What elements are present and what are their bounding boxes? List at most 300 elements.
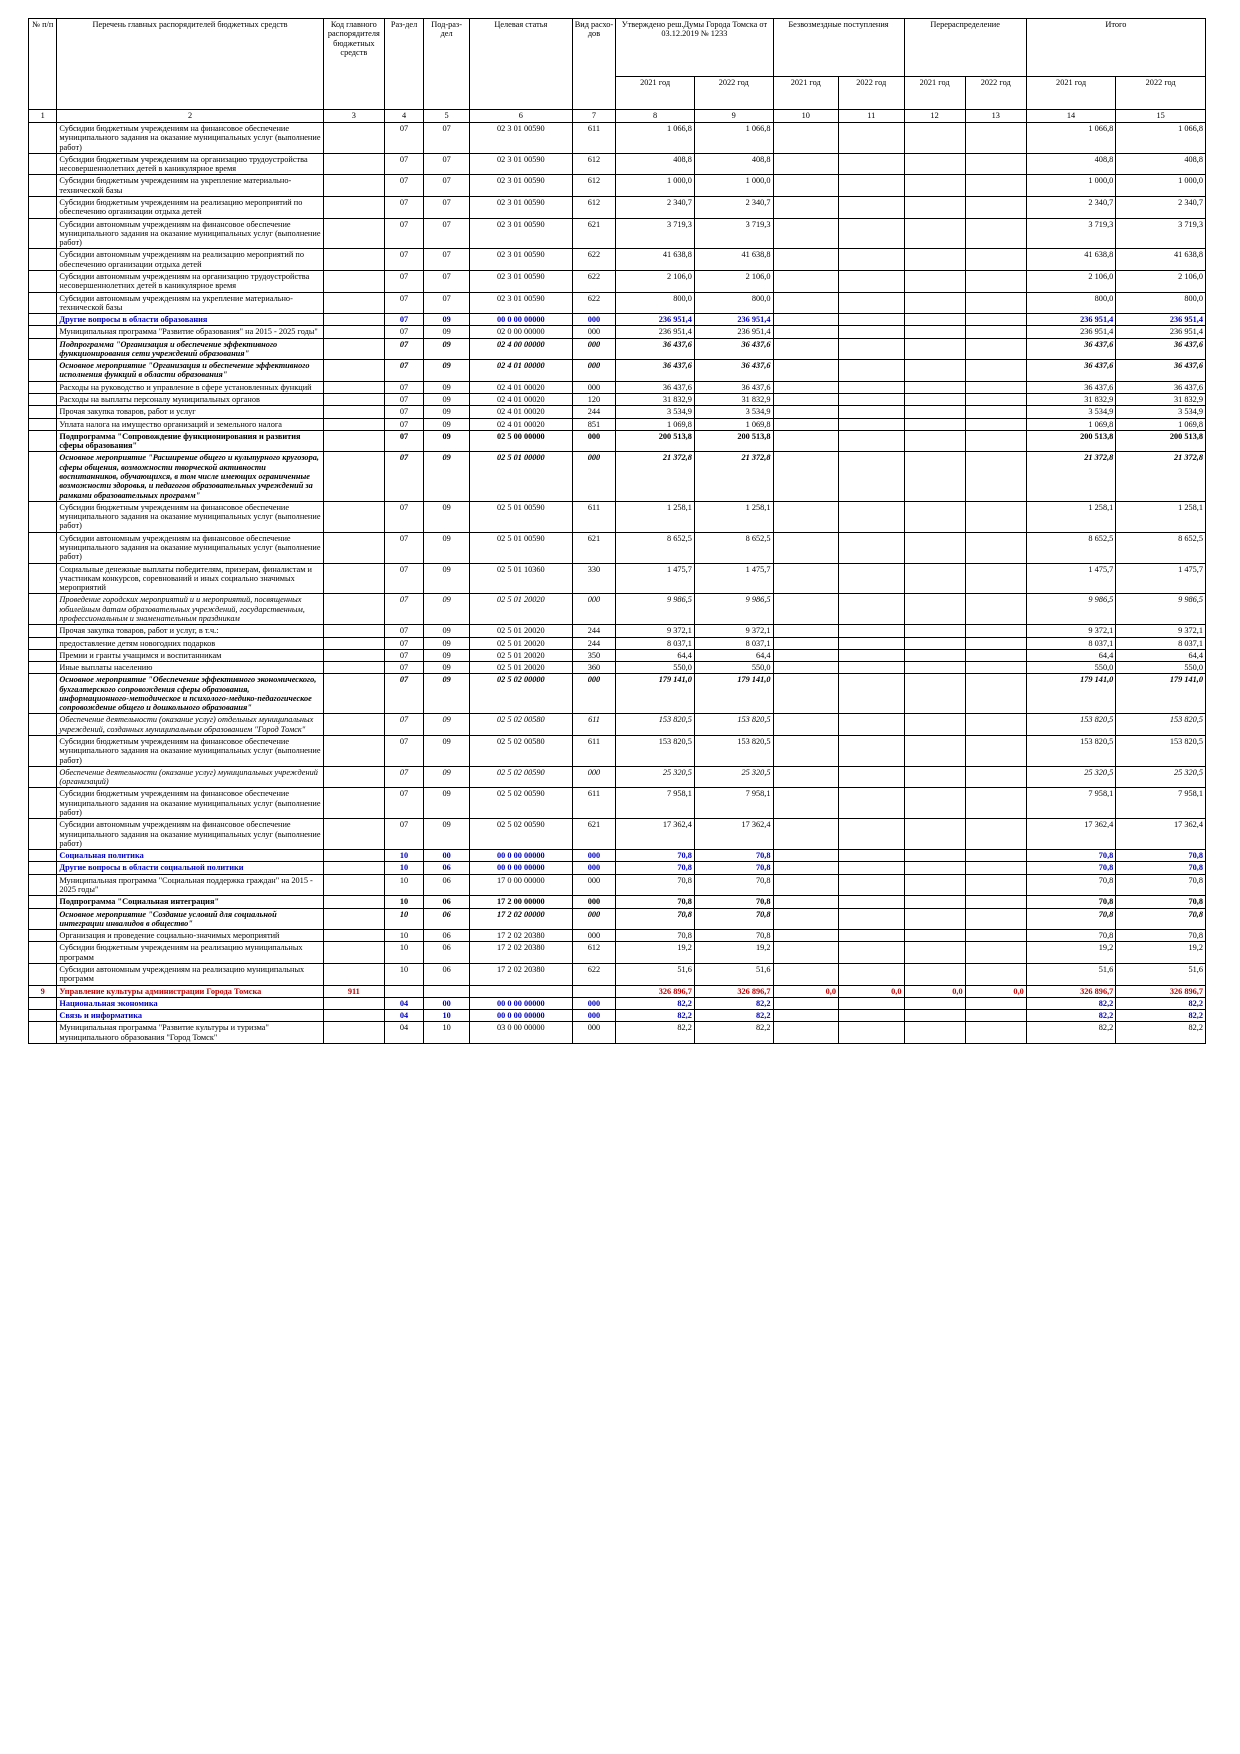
row-approved-2021: 153 820,5	[616, 736, 695, 767]
row-name: Подпрограмма "Сопровождение функционирования и развития сферы образования"	[57, 430, 323, 452]
row-redistribution-2022	[965, 662, 1026, 674]
row-podrazdel: 07	[424, 196, 470, 218]
row-approved-2021: 9 986,5	[616, 594, 695, 625]
row-unplanned-2021	[773, 714, 839, 736]
budget-table	[28, 18, 1206, 1044]
row-total-2022: 200 513,8	[1116, 430, 1206, 452]
row-total-2022: 70,8	[1116, 874, 1206, 896]
row-redistribution-2021	[904, 594, 965, 625]
row-razdel: 10	[384, 930, 423, 942]
row-podrazdel: 07	[424, 153, 470, 175]
row-target-article: 02 5 02 00590	[470, 788, 573, 819]
row-number	[29, 963, 57, 985]
row-name: Субсидии бюджетным учреждениям на финансовое обеспечение муниципального задания на оказание муниципальных услуг (выполнение работ)	[57, 123, 323, 154]
row-name: Обеспечение деятельности (оказание услуг) отдельных муниципальных учреждений, созданных муниципальным образованием "Город Томск"	[57, 714, 323, 736]
row-total-2022: 82,2	[1116, 1022, 1206, 1044]
row-approved-2021: 2 106,0	[616, 270, 695, 292]
table-row	[29, 501, 1206, 532]
row-redistribution-2021	[904, 249, 965, 271]
row-total-2021: 800,0	[1026, 292, 1116, 314]
row-total-2022: 36 437,6	[1116, 360, 1206, 382]
row-redistribution-2022	[965, 714, 1026, 736]
row-name: Основное мероприятие "Создание условий для социальной интеграции инвалидов в общество"	[57, 908, 323, 930]
row-approved-2022: 550,0	[694, 662, 773, 674]
row-expense-type: 612	[572, 153, 616, 175]
row-approved-2021: 31 832,9	[616, 394, 695, 406]
row-podrazdel: 09	[424, 649, 470, 661]
row-name: Субсидии бюджетным учреждениям на реализацию мероприятий по обеспечению организации отдыха детей	[57, 196, 323, 218]
row-target-article: 17 2 02 20380	[470, 930, 573, 942]
row-target-article: 02 4 01 00020	[470, 381, 573, 393]
row-number	[29, 1010, 57, 1022]
row-unplanned-2021	[773, 963, 839, 985]
row-podrazdel: 07	[424, 175, 470, 197]
row-code	[323, 430, 384, 452]
row-redistribution-2021: 0,0	[904, 985, 965, 997]
row-unplanned-2022	[839, 532, 905, 563]
row-total-2021: 2 340,7	[1026, 196, 1116, 218]
row-redistribution-2022	[965, 452, 1026, 501]
row-code	[323, 270, 384, 292]
row-expense-type: 244	[572, 637, 616, 649]
row-total-2021: 31 832,9	[1026, 394, 1116, 406]
row-total-2021: 153 820,5	[1026, 736, 1116, 767]
colnum: 10	[773, 110, 839, 123]
row-redistribution-2022	[965, 674, 1026, 714]
row-redistribution-2022	[965, 563, 1026, 594]
row-target-article: 00 0 00 00000	[470, 314, 573, 326]
row-podrazdel: 00	[424, 850, 470, 862]
row-number	[29, 326, 57, 338]
row-total-2022: 2 106,0	[1116, 270, 1206, 292]
row-total-2022: 1 258,1	[1116, 501, 1206, 532]
row-name: Обеспечение деятельности (оказание услуг) муниципальных учреждений (организаций)	[57, 766, 323, 788]
row-unplanned-2021	[773, 649, 839, 661]
row-name: Организация и проведение социально-значимых мероприятий	[57, 930, 323, 942]
row-unplanned-2021: 0,0	[773, 985, 839, 997]
row-approved-2021: 1 066,8	[616, 123, 695, 154]
row-razdel: 07	[384, 394, 423, 406]
row-podrazdel: 09	[424, 662, 470, 674]
row-total-2021: 70,8	[1026, 862, 1116, 874]
row-razdel: 07	[384, 326, 423, 338]
row-podrazdel: 09	[424, 594, 470, 625]
row-total-2022: 25 320,5	[1116, 766, 1206, 788]
row-redistribution-2022	[965, 862, 1026, 874]
row-target-article: 02 5 00 00000	[470, 430, 573, 452]
row-approved-2021: 200 513,8	[616, 430, 695, 452]
row-code	[323, 674, 384, 714]
row-approved-2022: 1 258,1	[694, 501, 773, 532]
table-row	[29, 662, 1206, 674]
row-name: Субсидии автономным учреждениям на организацию трудоустройства несовершеннолетних детей в каникулярное время	[57, 270, 323, 292]
row-podrazdel: 00	[424, 997, 470, 1009]
row-approved-2021: 19,2	[616, 942, 695, 964]
row-code	[323, 625, 384, 637]
row-name: Субсидии автономным учреждениям на финансовое обеспечение муниципального задания на оказание муниципальных услуг (выполнение работ)	[57, 819, 323, 850]
row-total-2021: 2 106,0	[1026, 270, 1116, 292]
row-total-2021: 8 652,5	[1026, 532, 1116, 563]
row-target-article: 02 5 01 20020	[470, 594, 573, 625]
row-razdel: 07	[384, 314, 423, 326]
row-name: Социальная политика	[57, 850, 323, 862]
row-total-2021: 550,0	[1026, 662, 1116, 674]
row-unplanned-2021	[773, 338, 839, 360]
row-expense-type: 612	[572, 175, 616, 197]
row-unplanned-2021	[773, 175, 839, 197]
row-target-article: 02 3 01 00590	[470, 292, 573, 314]
table-row	[29, 381, 1206, 393]
row-unplanned-2021	[773, 381, 839, 393]
header-total-2021: 2021 год	[1026, 76, 1116, 109]
row-unplanned-2022	[839, 452, 905, 501]
row-total-2022: 179 141,0	[1116, 674, 1206, 714]
row-redistribution-2022	[965, 196, 1026, 218]
row-razdel: 07	[384, 270, 423, 292]
row-target-article: 02 5 02 00590	[470, 819, 573, 850]
row-target-article: 17 2 02 00000	[470, 908, 573, 930]
table-row	[29, 1010, 1206, 1022]
row-redistribution-2021	[904, 218, 965, 249]
row-name: Подпрограмма "Организация и обеспечение эффективного функционирования сети учреждений образования"	[57, 338, 323, 360]
row-total-2022: 550,0	[1116, 662, 1206, 674]
row-redistribution-2021	[904, 963, 965, 985]
row-approved-2022: 70,8	[694, 850, 773, 862]
row-unplanned-2022	[839, 766, 905, 788]
row-unplanned-2022	[839, 862, 905, 874]
row-unplanned-2022	[839, 360, 905, 382]
row-total-2021: 25 320,5	[1026, 766, 1116, 788]
row-razdel: 04	[384, 1010, 423, 1022]
row-code	[323, 381, 384, 393]
row-expense-type: 000	[572, 326, 616, 338]
row-redistribution-2021	[904, 997, 965, 1009]
row-number	[29, 930, 57, 942]
row-redistribution-2021	[904, 1010, 965, 1022]
row-redistribution-2022	[965, 736, 1026, 767]
row-code	[323, 196, 384, 218]
row-razdel: 07	[384, 649, 423, 661]
colnum: 6	[470, 110, 573, 123]
row-redistribution-2022	[965, 270, 1026, 292]
row-number	[29, 394, 57, 406]
row-podrazdel: 09	[424, 314, 470, 326]
table-row	[29, 196, 1206, 218]
row-total-2021: 82,2	[1026, 1022, 1116, 1044]
row-unplanned-2021	[773, 1010, 839, 1022]
table-row	[29, 532, 1206, 563]
row-unplanned-2022	[839, 292, 905, 314]
row-total-2021: 36 437,6	[1026, 381, 1116, 393]
row-number	[29, 850, 57, 862]
row-redistribution-2022	[965, 218, 1026, 249]
row-target-article: 17 0 00 00000	[470, 874, 573, 896]
row-target-article: 02 3 01 00590	[470, 218, 573, 249]
row-approved-2022: 800,0	[694, 292, 773, 314]
row-expense-type: 611	[572, 736, 616, 767]
row-razdel: 07	[384, 594, 423, 625]
row-name: Прочая закупка товаров, работ и услуг	[57, 406, 323, 418]
row-unplanned-2021	[773, 594, 839, 625]
row-approved-2022: 17 362,4	[694, 819, 773, 850]
row-code	[323, 532, 384, 563]
row-number	[29, 625, 57, 637]
row-approved-2022: 70,8	[694, 930, 773, 942]
row-redistribution-2021	[904, 452, 965, 501]
row-redistribution-2022	[965, 153, 1026, 175]
row-total-2022: 41 638,8	[1116, 249, 1206, 271]
row-approved-2021: 70,8	[616, 850, 695, 862]
row-approved-2022: 1 066,8	[694, 123, 773, 154]
row-redistribution-2021	[904, 153, 965, 175]
row-total-2022: 70,8	[1116, 896, 1206, 908]
row-redistribution-2021	[904, 766, 965, 788]
row-name: Субсидии автономным учреждениям на укрепление материально-технической базы	[57, 292, 323, 314]
table-row	[29, 406, 1206, 418]
row-podrazdel: 06	[424, 963, 470, 985]
row-target-article: 02 3 01 00590	[470, 249, 573, 271]
table-row	[29, 766, 1206, 788]
row-number	[29, 714, 57, 736]
row-unplanned-2021	[773, 766, 839, 788]
row-approved-2022: 326 896,7	[694, 985, 773, 997]
row-expense-type: 612	[572, 942, 616, 964]
row-unplanned-2022	[839, 930, 905, 942]
row-expense-type: 000	[572, 862, 616, 874]
row-razdel: 07	[384, 381, 423, 393]
row-target-article: 02 5 01 10360	[470, 563, 573, 594]
table-row	[29, 736, 1206, 767]
row-total-2021: 179 141,0	[1026, 674, 1116, 714]
row-redistribution-2021	[904, 819, 965, 850]
row-number	[29, 637, 57, 649]
row-unplanned-2022	[839, 1010, 905, 1022]
row-razdel: 10	[384, 942, 423, 964]
row-number	[29, 532, 57, 563]
table-row	[29, 788, 1206, 819]
table-row	[29, 249, 1206, 271]
row-name: предоставление детям новогодних подарков	[57, 637, 323, 649]
table-row	[29, 637, 1206, 649]
row-approved-2022: 36 437,6	[694, 360, 773, 382]
row-name: Проведение городских мероприятий и и мероприятий, посвященных юбилейным датам образовательных учреждений, государственным, профессиональным и знаменательным праздникам	[57, 594, 323, 625]
row-podrazdel: 09	[424, 625, 470, 637]
row-name: Премии и гранты учащимся и воспитанникам	[57, 649, 323, 661]
table-header	[29, 19, 1206, 123]
row-unplanned-2021	[773, 406, 839, 418]
row-total-2022: 236 951,4	[1116, 314, 1206, 326]
row-expense-type: 000	[572, 997, 616, 1009]
row-razdel: 07	[384, 637, 423, 649]
row-redistribution-2022	[965, 819, 1026, 850]
row-redistribution-2021	[904, 1022, 965, 1044]
row-unplanned-2021	[773, 997, 839, 1009]
header-approved-2022: 2022 год	[694, 76, 773, 109]
row-name: Муниципальная программа "Развитие культуры и туризма" муниципального образования "Город Томск"	[57, 1022, 323, 1044]
row-code	[323, 406, 384, 418]
row-target-article: 02 5 01 20020	[470, 637, 573, 649]
row-unplanned-2022	[839, 563, 905, 594]
row-total-2021: 326 896,7	[1026, 985, 1116, 997]
row-unplanned-2022	[839, 338, 905, 360]
row-approved-2022: 41 638,8	[694, 249, 773, 271]
row-approved-2022: 408,8	[694, 153, 773, 175]
row-razdel: 07	[384, 292, 423, 314]
row-number	[29, 501, 57, 532]
row-razdel: 04	[384, 997, 423, 1009]
row-total-2022: 9 986,5	[1116, 594, 1206, 625]
row-number	[29, 662, 57, 674]
row-unplanned-2021	[773, 123, 839, 154]
row-approved-2021: 550,0	[616, 662, 695, 674]
row-podrazdel: 06	[424, 862, 470, 874]
row-total-2022: 153 820,5	[1116, 736, 1206, 767]
row-redistribution-2021	[904, 930, 965, 942]
row-unplanned-2022	[839, 819, 905, 850]
row-name: Субсидии бюджетным учреждениям на организацию трудоустройства несовершеннолетних детей в каникулярное время	[57, 153, 323, 175]
row-target-article: 02 5 01 20020	[470, 649, 573, 661]
row-code	[323, 662, 384, 674]
row-redistribution-2021	[904, 123, 965, 154]
row-name: Подпрограмма "Социальная интеграция"	[57, 896, 323, 908]
row-approved-2022: 9 986,5	[694, 594, 773, 625]
row-name: Субсидии автономным учреждениям на финансовое обеспечение муниципального задания на оказание муниципальных услуг (выполнение работ)	[57, 532, 323, 563]
row-total-2021: 408,8	[1026, 153, 1116, 175]
row-target-article: 02 5 01 20020	[470, 662, 573, 674]
row-total-2022: 326 896,7	[1116, 985, 1206, 997]
row-number	[29, 270, 57, 292]
table-row	[29, 123, 1206, 154]
row-unplanned-2022	[839, 430, 905, 452]
row-total-2022: 8 037,1	[1116, 637, 1206, 649]
row-unplanned-2022	[839, 997, 905, 1009]
row-code	[323, 819, 384, 850]
row-total-2021: 8 037,1	[1026, 637, 1116, 649]
row-expense-type: 000	[572, 314, 616, 326]
row-total-2022: 1 475,7	[1116, 563, 1206, 594]
row-approved-2021: 1 069,8	[616, 418, 695, 430]
row-unplanned-2022	[839, 175, 905, 197]
row-approved-2022: 9 372,1	[694, 625, 773, 637]
row-unplanned-2022	[839, 394, 905, 406]
row-unplanned-2022	[839, 736, 905, 767]
row-name: Муниципальная программа "Развитие образования" на 2015 - 2025 годы"	[57, 326, 323, 338]
row-unplanned-2022	[839, 123, 905, 154]
table-row	[29, 218, 1206, 249]
row-redistribution-2021	[904, 270, 965, 292]
row-name: Связь и информатика	[57, 1010, 323, 1022]
row-total-2021: 36 437,6	[1026, 338, 1116, 360]
row-code	[323, 394, 384, 406]
row-unplanned-2021	[773, 942, 839, 964]
row-approved-2021: 82,2	[616, 1022, 695, 1044]
row-total-2021: 17 362,4	[1026, 819, 1116, 850]
row-approved-2022: 8 652,5	[694, 532, 773, 563]
row-redistribution-2021	[904, 406, 965, 418]
row-number	[29, 249, 57, 271]
colnum: 8	[616, 110, 695, 123]
row-redistribution-2022	[965, 930, 1026, 942]
table-row	[29, 326, 1206, 338]
row-redistribution-2021	[904, 418, 965, 430]
row-total-2022: 36 437,6	[1116, 381, 1206, 393]
row-target-article: 02 3 01 00590	[470, 123, 573, 154]
row-razdel: 07	[384, 249, 423, 271]
row-redistribution-2022	[965, 175, 1026, 197]
row-redistribution-2022: 0,0	[965, 985, 1026, 997]
row-total-2022: 17 362,4	[1116, 819, 1206, 850]
row-expense-type	[572, 985, 616, 997]
row-redistribution-2021	[904, 381, 965, 393]
row-podrazdel: 09	[424, 637, 470, 649]
table-row	[29, 418, 1206, 430]
row-unplanned-2022	[839, 314, 905, 326]
row-redistribution-2022	[965, 292, 1026, 314]
header-row-number: № п/п	[29, 19, 57, 110]
row-code	[323, 501, 384, 532]
header-redistribution-2022: 2022 год	[965, 76, 1026, 109]
table-row	[29, 819, 1206, 850]
row-target-article: 02 3 01 00590	[470, 270, 573, 292]
row-target-article: 03 0 00 00000	[470, 1022, 573, 1044]
row-number	[29, 674, 57, 714]
row-total-2022: 9 372,1	[1116, 625, 1206, 637]
colnum: 14	[1026, 110, 1116, 123]
row-expense-type: 000	[572, 766, 616, 788]
row-redistribution-2021	[904, 563, 965, 594]
row-expense-type: 000	[572, 338, 616, 360]
row-razdel	[384, 985, 423, 997]
row-name: Субсидии автономным учреждениям на финансовое обеспечение муниципального задания на оказание муниципальных услуг (выполнение работ)	[57, 218, 323, 249]
row-total-2021: 70,8	[1026, 850, 1116, 862]
row-expense-type: 244	[572, 406, 616, 418]
column-number-row	[29, 110, 1206, 123]
table-row	[29, 452, 1206, 501]
row-redistribution-2022	[965, 249, 1026, 271]
row-unplanned-2021	[773, 736, 839, 767]
row-podrazdel: 09	[424, 501, 470, 532]
row-redistribution-2022	[965, 1010, 1026, 1022]
row-approved-2021: 408,8	[616, 153, 695, 175]
row-approved-2021: 236 951,4	[616, 314, 695, 326]
row-expense-type: 611	[572, 788, 616, 819]
row-redistribution-2022	[965, 314, 1026, 326]
row-total-2021: 9 372,1	[1026, 625, 1116, 637]
row-razdel: 07	[384, 196, 423, 218]
row-approved-2022: 153 820,5	[694, 714, 773, 736]
row-unplanned-2021	[773, 292, 839, 314]
row-number	[29, 896, 57, 908]
table-row	[29, 963, 1206, 985]
table-row	[29, 563, 1206, 594]
table-row	[29, 874, 1206, 896]
row-redistribution-2022	[965, 394, 1026, 406]
row-razdel: 07	[384, 819, 423, 850]
row-podrazdel: 09	[424, 819, 470, 850]
row-razdel: 10	[384, 963, 423, 985]
row-redistribution-2021	[904, 850, 965, 862]
row-approved-2022: 179 141,0	[694, 674, 773, 714]
row-target-article: 02 3 01 00590	[470, 153, 573, 175]
row-podrazdel: 09	[424, 394, 470, 406]
row-target-article: 02 3 01 00590	[470, 175, 573, 197]
colnum: 12	[904, 110, 965, 123]
row-total-2021: 82,2	[1026, 997, 1116, 1009]
row-approved-2021: 41 638,8	[616, 249, 695, 271]
row-number	[29, 788, 57, 819]
row-code	[323, 452, 384, 501]
row-approved-2022: 7 958,1	[694, 788, 773, 819]
